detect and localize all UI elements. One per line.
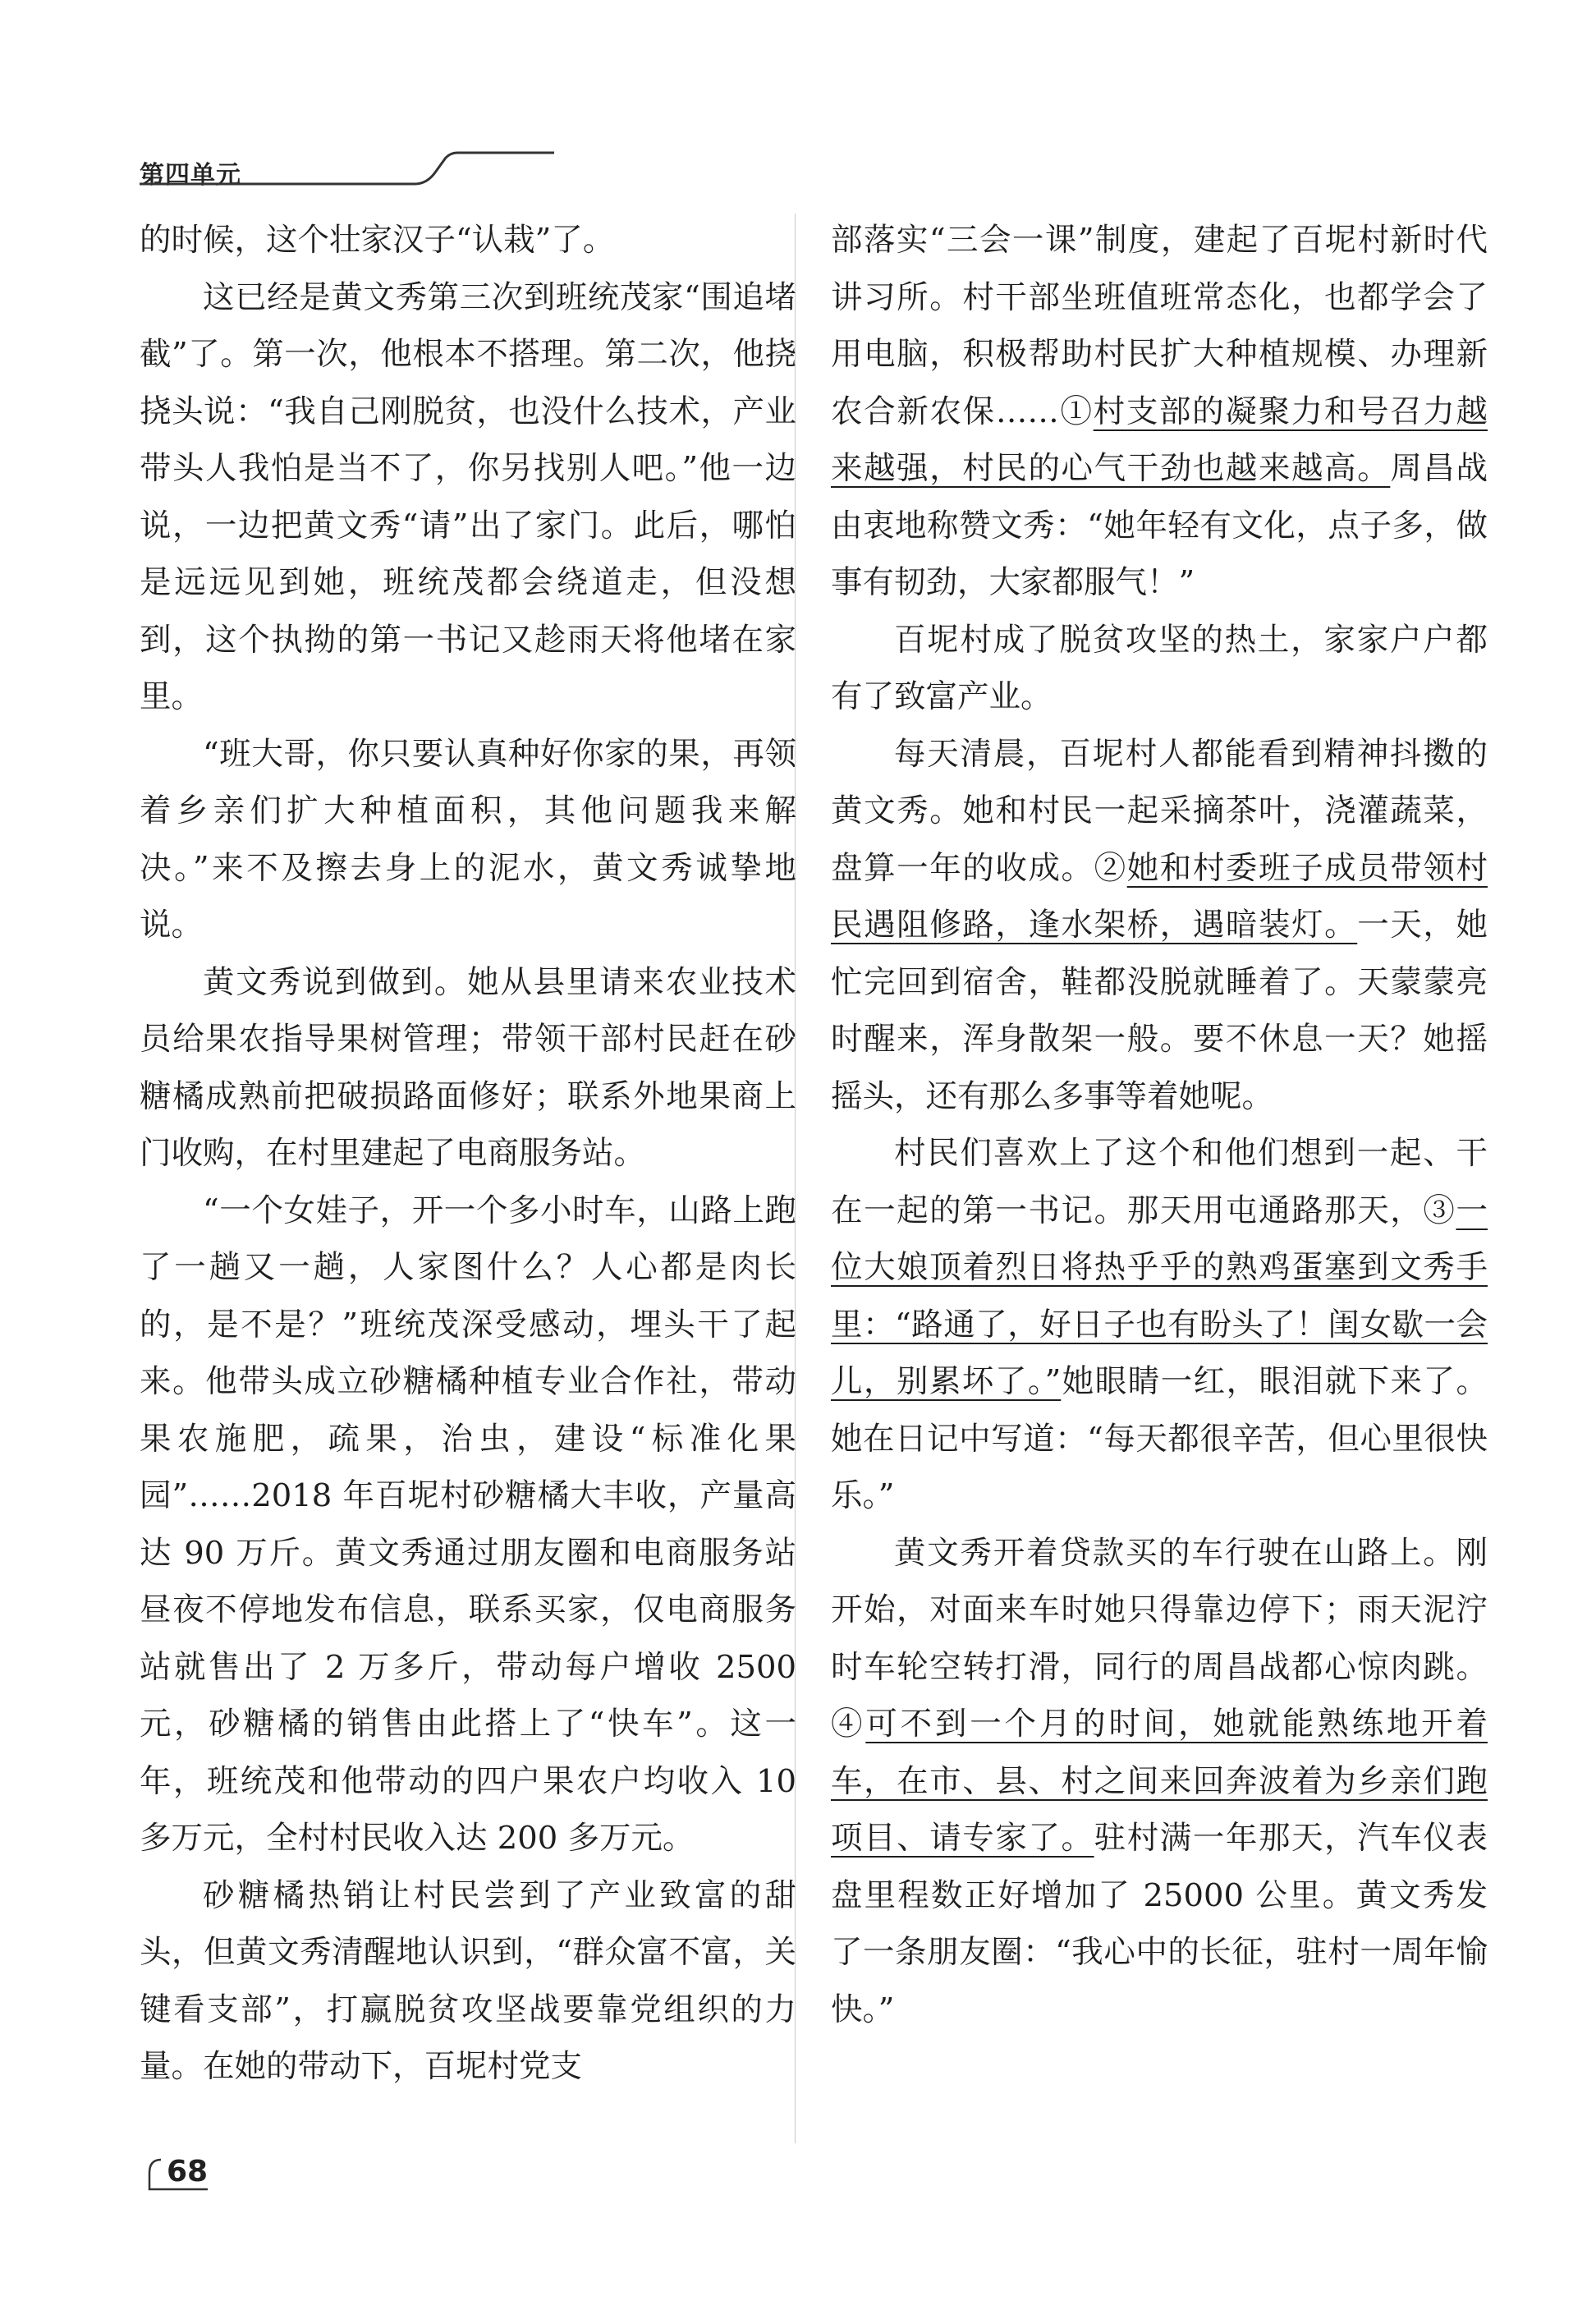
left-column	[140, 212, 796, 2096]
paragraph: 砂糖橘热销让村民尝到了产业致富的甜头，但黄文秀清醒地认识到，“群众富不富，关键看支部”，打赢脱贫攻坚战要靠党组织的力量。在她的带动下，百坭村党支	[140, 1876, 796, 2085]
paragraph	[831, 726, 1488, 1126]
paragraph	[831, 212, 1488, 612]
text-run: 一天，她忙完回到宿舍，鞋都没脱就睡着了。天蒙蒙亮时醒来，浑身散架一般。要不休息一天？她摇摇头，还有那么多事等着她呢。	[831, 907, 1488, 1115]
paragraph: 黄文秀说到做到。她从县里请来农业技术员给果农指导果树管理；带领干部村民赶在砂糖橘成熟前把破损路面修好；联系外地果商上门收购，在村里建起了电商服务站。	[140, 963, 796, 1172]
text-run: 每天清晨，百坭村人都能看到精神抖擞的黄文秀。她和村民一起采摘茶叶，浇灌蔬菜，盘算一年的收成。	[831, 735, 1488, 887]
underlined-sentence-3: 一位大娘顶着烈日将热乎乎的熟鸡蛋塞到文秀手里：“路通了，好日子也有盼头了！闺女歇一会儿，别累坏了。”	[831, 1192, 1488, 1400]
header-unit-title: 第四单元	[140, 161, 241, 190]
underlined-sentence-4: 可不到一个月的时间，她就能熟练地开着车，在市、县、村之间来回奔波着为乡亲们跑项目、请专家了。	[831, 1706, 1488, 1857]
underlined-sentence-2: 她和村委班子成员带领村民遇阻修路，逢水架桥，遇暗装灯。	[831, 849, 1488, 944]
text-run: 部落实“三会一课”制度，建起了百坭村新时代讲习所。村干部坐班值班常态化，也都学会了用电脑，积极帮助村民扩大种植规模、办理新农合新农保……	[831, 222, 1488, 430]
paragraph: “一个女娃子，开一个多小时车，山路上跑了一趟又一趟，人家图什么？人心都是肉长的，是不是？”班统茂深受感动，埋头干了起来。他带头成立砂糖橘种植专业合作社，带动果农施肥，疏果，治虫，建设“标准化果园”……2018 年百坭村砂糖橘大丰收，产量高达 90 万斤。黄文秀通过朋友圈和电商服务站昼夜不停地发布信息，联系买家，仅电商服务站就售出了 2 万多斤，带动每户增收 2500 元，砂糖橘的销售由此搭上了“快车”。这一年，班统茂和他带动的四户果农户均收入 10 多万元，全村村民收入达 200 多万元。	[140, 1192, 796, 1857]
text-run: 周昌战由衷地称赞文秀：“她年轻有文化，点子多，做事有韧劲，大家都服气！”	[831, 450, 1488, 601]
annotation-marker-2: ②	[1094, 849, 1127, 887]
annotation-marker-1: ①	[1058, 393, 1094, 430]
text-run: 她眼睛一红，眼泪就下来了。她在日记中写道：“每天都很辛苦，但心里很快乐。”	[831, 1363, 1488, 1514]
paragraph	[831, 1525, 1488, 2039]
header-rule-line	[135, 148, 562, 189]
annotation-marker-3: ③	[1423, 1192, 1456, 1229]
text-run: 驻村满一年那天，汽车仪表盘里程数正好增加了 25000 公里。黄文秀发了一条朋友圈：“我心中的长征，驻村一周年愉快。”	[831, 1820, 1488, 2028]
paragraph	[831, 1125, 1488, 1525]
paragraph: 的时候，这个壮家汉子“认栽”了。	[140, 222, 615, 259]
underlined-sentence-1: 村支部的凝聚力和号召力越来越强，村民的心气干劲也越来越高。	[831, 393, 1488, 487]
text-run: 黄文秀开着贷款买的车行驶在山路上。刚开始，对面来车时她只得靠边停下；雨天泥泞时车轮空转打滑，同行的周昌战都心惊肉跳。	[831, 1534, 1488, 1686]
paragraph: 百坭村成了脱贫攻坚的热土，家家户户都有了致富产业。	[831, 621, 1488, 715]
page-number: 68	[167, 2155, 209, 2188]
paragraph: “班大哥，你只要认真种好你家的果，再领着乡亲们扩大种植面积，其他问题我来解决。”来不及擦去身上的泥水，黄文秀诚挚地说。	[140, 735, 796, 944]
right-column	[831, 212, 1488, 2038]
annotation-marker-4: ④	[831, 1706, 866, 1743]
text-run: 村民们喜欢上了这个和他们想到一起、干在一起的第一书记。那天用屯通路那天，	[831, 1135, 1488, 1229]
paragraph: 这已经是黄文秀第三次到班统茂家“围追堵截”了。第一次，他根本不搭理。第二次，他挠挠头说：“我自己刚脱贫，也没什么技术，产业带头人我怕是当不了，你另找别人吧。”他一边说，一边把黄文秀“请”出了家门。此后，哪怕是远远见到她，班统茂都会绕道走，但没想到，这个执拗的第一书记又趁雨天将他堵在家里。	[140, 278, 796, 715]
